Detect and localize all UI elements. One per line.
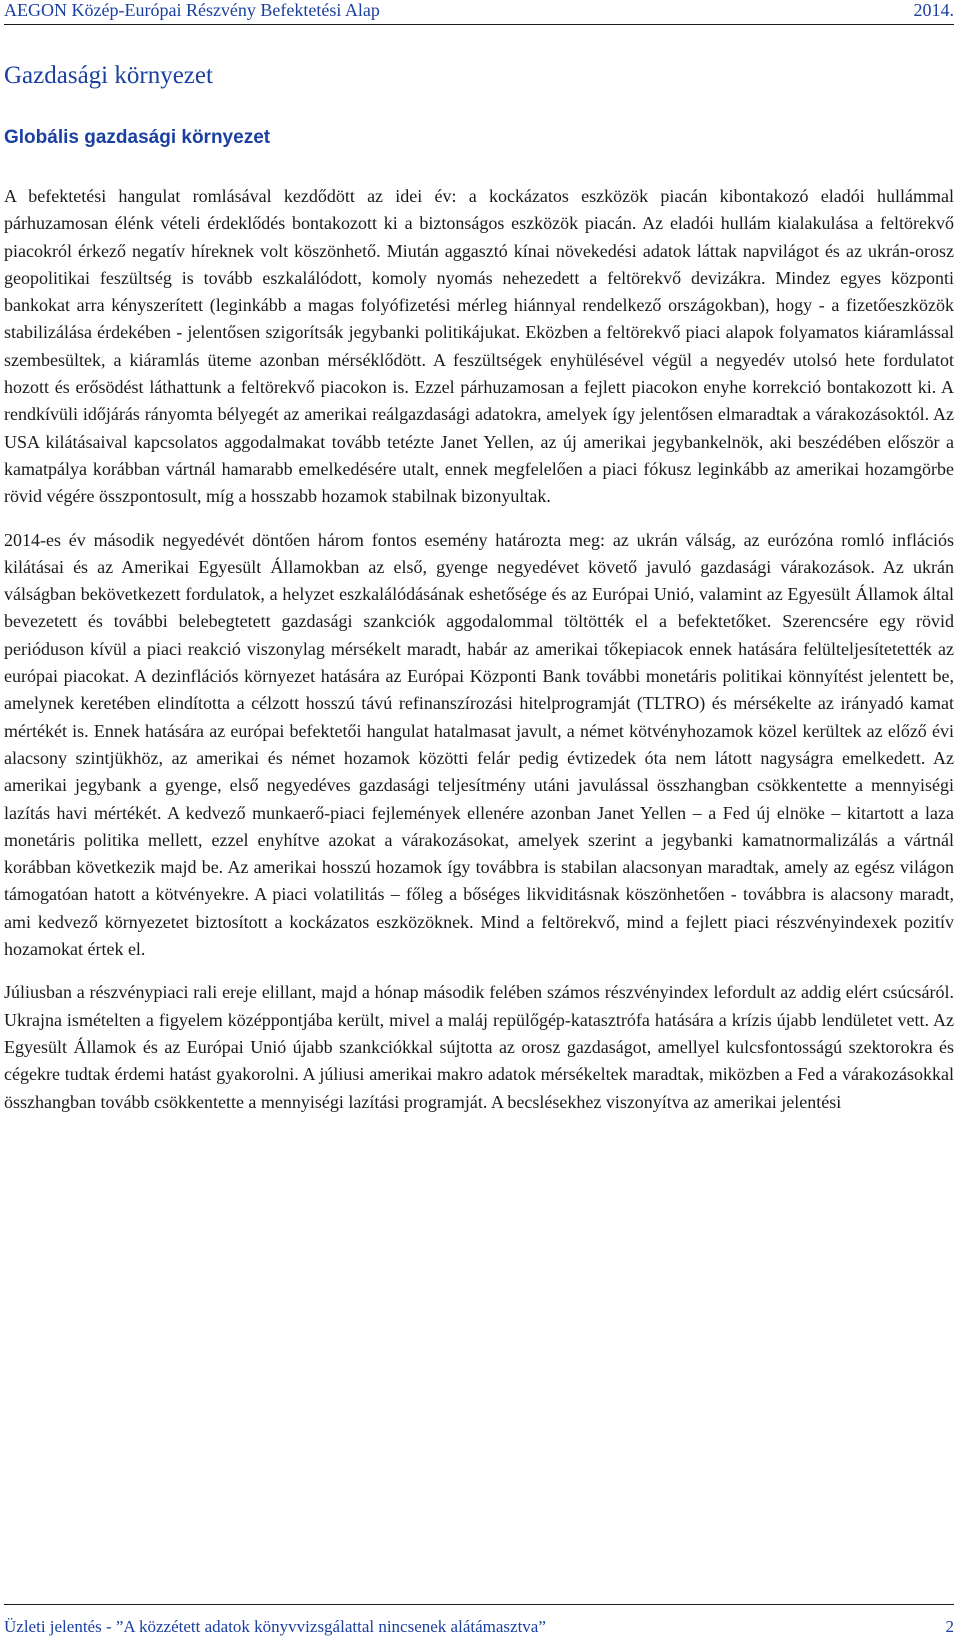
fund-name: AEGON Közép-Európai Részvény Befektetési Alap [4,0,380,20]
report-year: 2014. [913,0,954,20]
paragraph-1: A befektetési hangulat romlásával kezdődött az idei év: a kockázatos eszközök piacán kibontakozó eladói hullámmal párhuzamosan élénk vételi érdeklődés bontakozott ki a biztonságos eszközök piacán. Az eladói hullám kialakulása a feltörekvő piacokról érkező negatív híreknek volt köszönhető. Miután aggasztó kínai növekedési adatok láttak napvilágot és az ukrán-orosz geopolitikai feszültség is tovább eszkalálódott, komoly nyomás nehezedett a feltörekvő devizákra. Mindez egyes központi bankokat arra kényszerített (leginkább a magas folyófizetési mérleg hiánnyal rendelkező országokban), hogy - a fizetőeszközök stabilizálása érdekében - jelentősen szigorítsák jegybanki politikájukat. Eközben a feltörekvő piaci alapok folyamatos kiáramlással szembesültek, a kiáramlás üteme azonban mérséklődött. A feszültségek enyhülésével végül a negyedév utolsó hete fordulatot hozott és erősödést láthattunk a feltörekvő piacokon is. Ezzel párhuzamosan a fejlett piacokon enyhe korrekció bontakozott ki. A rendkívüli időjárás rányomta bélyegét az amerikai reálgazdasági adatokra, amelyek így jelentősen elmaradtak a várakozásoktól. Az USA kilátásaival kapcsolatos aggodalmakat tovább tetézte Janet Yellen, az új amerikai jegybankelnök, aki beszédében először a kamatpálya korábban vártnál hamarabb emelkedésére utalt, ennek megfelelően a piaci fókusz leginkább az amerikai hozamgörbe rövid végére összpontosult, míg a hosszabb hozamok stabilnak bizonyultak. [4,186,954,507]
footer-report-label: Üzleti jelentés - ”A közzétett adatok könyvvizsgálattal nincsenek alátámasztva” [4,1617,546,1636]
document-body [4,183,954,1132]
page-number: 2 [945,1617,954,1636]
paragraph-2: 2014-es év második negyedévét döntően három fontos esemény határozta meg: az ukrán válság, az eurózóna romló inflációs kilátásai és az Amerikai Egyesült Államokban az első, gyenge negyedévet követő javuló gazdasági várakozások. Az ukrán válságban bekövetkezett fordulatok, a helyzet eszkalálódásának eshetősége és az Európai Unió, valamint az Egyesült Államok által bevezetett és további belebegtetett gazdasági szankciók aggodalommal töltötték el a befektetőket. Szerencsére egy rövid perióduson kívül a piaci reakció viszonylag mérsékelt maradt, habár az amerikai tőkepiacok ennek hatására felülteljesítetették az európai piacokat. A dezinflációs környezet hatására az Európai Központi Bank további monetáris politikai könnyítést jelentett be, amelynek keretében elindította a célzott hosszú távú refinanszírozási hitelprogramját (TLTRO) és mérsékelte az irányadó kamat mértékét is. Ennek hatására az európai befektetői hangulat hatalmasat javult, a német kötvényhozamok közel kerültek az előző évi alacsony szintjükhöz, az amerikai és német hozamok közötti felár pedig évtizedek óta nem látott nagyságra emelkedett. Az amerikai jegybank a gyenge, első negyedéves gazdasági teljesítmény utáni javulással összhangban csökkentette a mennyiségi lazítás havi mértékét. A kedvező munkaerő-piaci fejlemények ellenére azonban Janet Yellen – a Fed új elnöke – kitartott a laza monetáris politika mellett, ezzel enyhítve azokat a várakozásokat, amelyek szerint a jegybanki kamatnormalizálás a vártnál korábban következik majd be. Az amerikai hosszú hozamok így továbbra is stabilan alacsonyan maradtak, amely az egész világon támogatóan hatott a kötvényekre. A piaci volatilitás – főleg a bőséges likviditásnak köszönhetően - továbbra is alacsony maradt, ami kedvező környezetet biztosított a kockázatos eszközöknek. Mind a feltörekvő, mind a fejlett piaci részvényindexek pozitív hozamokat értek el. [4,529,954,960]
subsection-title: Globális gazdasági környezet [4,127,271,148]
page-header [4,0,954,25]
page-footer [4,1604,954,1640]
paragraph-3: Júliusban a részvénypiaci rali ereje elillant, majd a hónap második felében számos részvényindex lefordult az addig elért csúcsáról. Ukrajna ismételten a figyelem középpontjába került, mivel a maláj repülőgép-katasztrófa hatására a krízis újabb lendületet vett. Az Egyesült Államok és az Európai Unió újabb szankciókkal sújtotta az orosz gazdaságot, amellyel kulcsfontosságú szektorokra és cégekre tudtak érdemi hatást gyakorolni. A júliusi amerikai makro adatok mérsékeltek maradtak, miközben a Fed a várakozásokkal összhangban tovább csökkentette a mennyiségi lazítási programját. A becslésekhez viszonyítva az amerikai jelentési [4,982,954,1112]
section-title: Gazdasági környezet [4,62,213,89]
